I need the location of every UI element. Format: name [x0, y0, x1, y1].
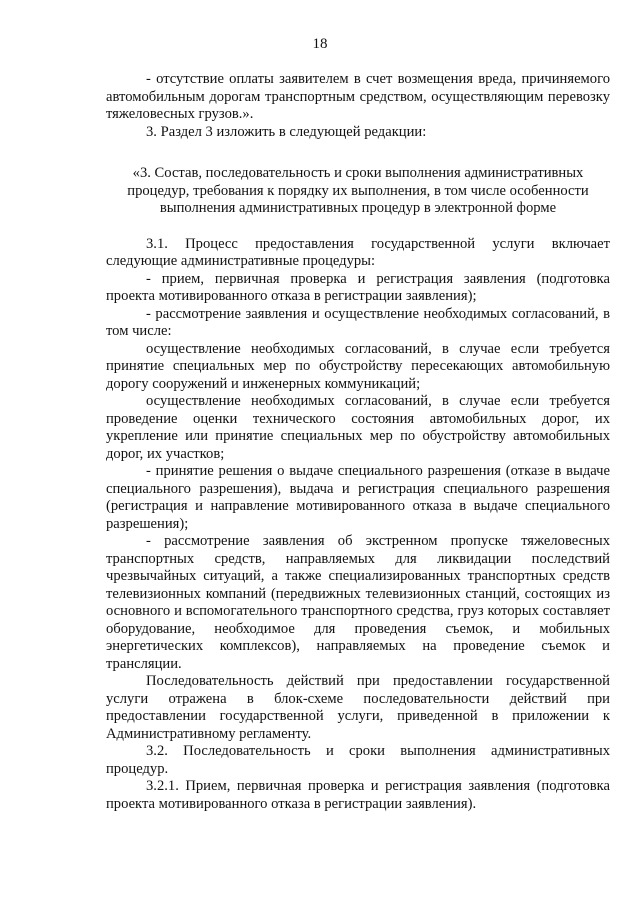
page-number: 18: [312, 36, 328, 52]
section-3-title: «3. Состав, последовательность и сроки выполнения административных процедур, требования к порядку их выполнения, в том числе особенности выполнения административных процедур в электронной форме: [127, 165, 589, 216]
paragraph-section-3-amendment: 3. Раздел 3 изложить в следующей редакции:: [146, 123, 427, 140]
list-item-reception: - прием, первичная проверка и регистрация заявления (подготовка проекта мотивированного отказа в регистрации заявления);: [106, 270, 610, 304]
paragraph-3-1: 3.1. Процесс предоставления государственной услуги включает следующие административные процедуры:: [106, 235, 610, 269]
paragraph-sequence-flowchart: Последовательность действий при предоставлении государственной услуги отражена в блок-схеме последовательности действий при предоставлении государственной услуги, приведенной в приложении к Административному регламенту.: [106, 673, 610, 742]
paragraph-3-2-1: 3.2.1. Прием, первичная проверка и регистрация заявления (подготовка проекта мотивированного отказа в регистрации заявления).: [106, 778, 610, 812]
paragraph-3-2: 3.2. Последовательность и сроки выполнения административных процедур.: [106, 743, 610, 777]
list-item-approvals-roads: осуществление необходимых согласований, в случае если требуется проведение оценки технического состояния автомобильных дорог, их укрепление или принятие специальных мер по обустройству автомобильных дорог, их участков;: [106, 393, 610, 462]
list-item-approvals-structures: осуществление необходимых согласований, в случае если требуется принятие специальных мер по обустройству пересекающих автомобильную дорогу сооружений и инженерных коммуникаций;: [106, 340, 610, 392]
list-item-decision: - принятие решения о выдаче специального разрешения (отказе в выдаче специального разрешения), выдача и регистрация специального разрешения (регистрация и направление мотивированного отказа в выдаче специального разрешения);: [106, 463, 610, 532]
list-item-review: - рассмотрение заявления и осуществление необходимых согласований, в том числе:: [106, 305, 610, 339]
paragraph-no-payment-clause: - отсутствие оплаты заявителем в счет возмещения вреда, причиняемого автомобильным дорогам транспортным средством, осуществляющим перевозку тяжеловесных грузов.».: [106, 71, 610, 122]
document-body: [106, 71, 610, 813]
list-item-emergency-pass: - рассмотрение заявления об экстренном пропуске тяжеловесных транспортных средств, направляемых для ликвидации последствий чрезвычайных ситуаций, а также специализированных транспортных средств телевизионных компаний (передвижных телевизионных станций, состоящих из основного и вспомогательного транспортного средства, груз которых составляет оборудование, необходимое для проведения съемок, и мобильных энергетических комплексов), направляемых на проведение съемок и трансляции.: [106, 533, 610, 672]
